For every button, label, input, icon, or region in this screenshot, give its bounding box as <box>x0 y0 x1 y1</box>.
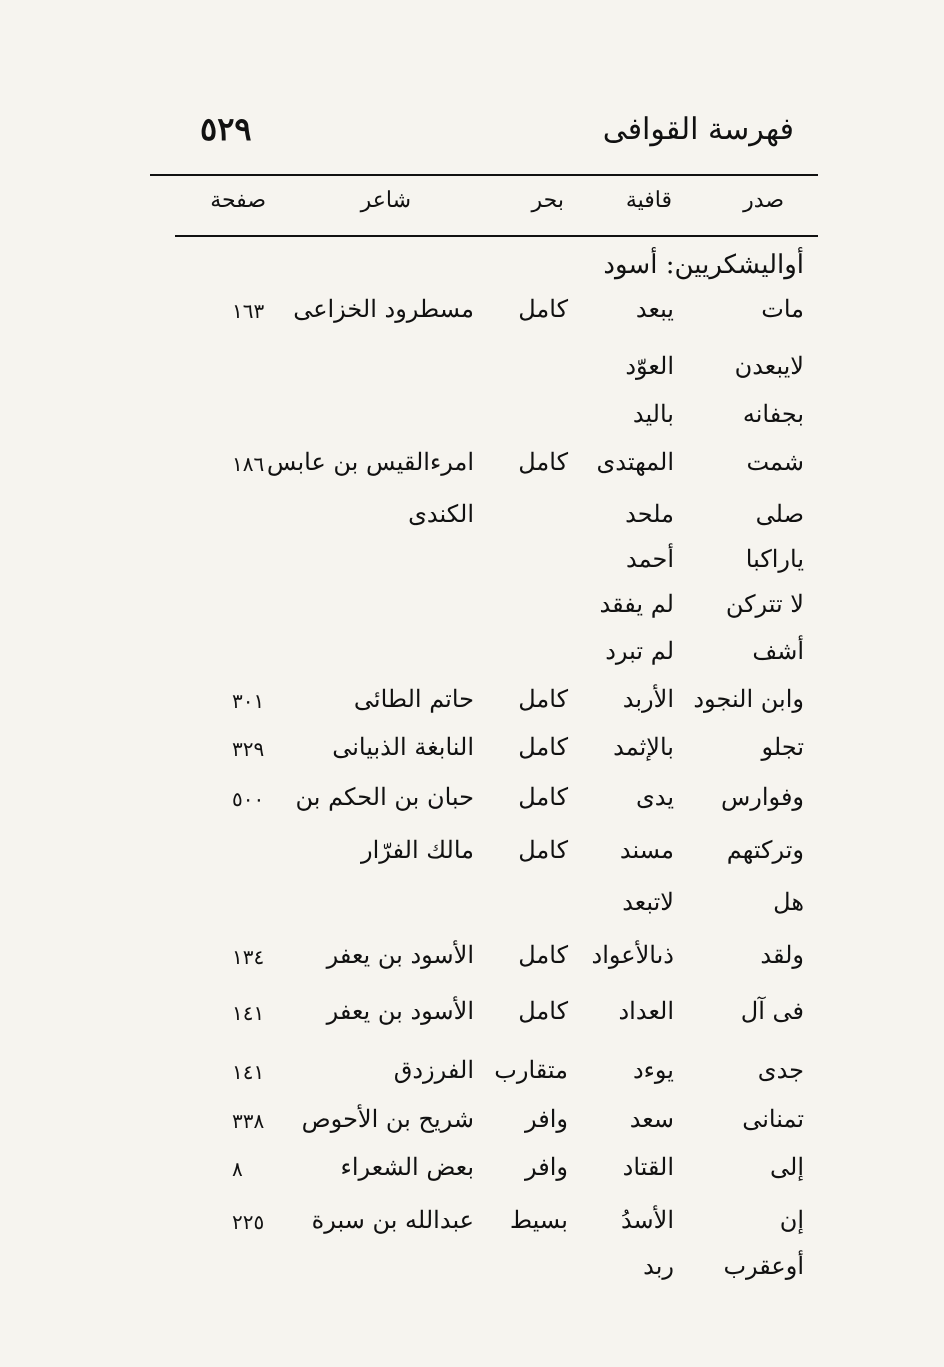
table-row <box>0 685 944 725</box>
table-row <box>0 941 944 981</box>
cell-qafia: العوّد <box>625 352 674 380</box>
page-title: فهرسة القوافى <box>602 112 794 147</box>
cell-qafia: يوءد <box>632 1056 674 1084</box>
cell-page: ٥٠٠ <box>232 787 265 811</box>
section-heading: أواليشكريين: أسود <box>603 250 804 280</box>
cell-page: ١٣٤ <box>232 945 265 969</box>
cell-shaer: بعض الشعراء <box>340 1153 474 1181</box>
table-row <box>0 1105 944 1145</box>
table-row <box>0 590 944 630</box>
cell-shaer: حبان بن الحكم بن <box>295 783 474 811</box>
table-row <box>0 836 944 876</box>
cell-sadr: أشف <box>752 637 804 665</box>
cell-sadr: ياراكبا <box>745 545 804 573</box>
cell-sadr: هل <box>773 888 804 916</box>
table-row <box>0 783 944 823</box>
cell-bahr: وافر <box>525 1153 568 1181</box>
cell-qafia: باليد <box>632 400 674 428</box>
cell-shaer: مالك الفرّار <box>361 836 474 864</box>
column-header-sadr: صدر <box>743 188 784 213</box>
table-row <box>0 888 944 928</box>
cell-sadr: صلى <box>755 500 804 528</box>
cell-sadr: مات <box>761 295 804 323</box>
cell-bahr: بسيط <box>509 1206 568 1234</box>
cell-page: ٣٣٨ <box>232 1109 265 1133</box>
cell-sadr: وابن النجود <box>693 685 804 713</box>
table-row <box>0 500 944 540</box>
cell-bahr: متقارب <box>494 1056 568 1084</box>
cell-qafia: ملحد <box>625 500 674 528</box>
cell-qafia: الأسدُ <box>620 1206 674 1234</box>
cell-page: ١٦٣ <box>232 299 265 323</box>
table-row <box>0 400 944 440</box>
cell-shaer: الكندى <box>408 500 474 528</box>
cell-qafia: يدى <box>635 783 674 811</box>
table-row <box>0 352 944 392</box>
cell-sadr: ولقد <box>760 941 804 969</box>
cell-qafia: سعد <box>629 1105 674 1133</box>
cell-page: ١٨٦ <box>232 452 265 476</box>
cell-qafia: لم تبرد <box>605 637 674 665</box>
cell-sadr: فى آل <box>740 997 804 1025</box>
cell-bahr: كامل <box>518 733 568 761</box>
table-row <box>0 1153 944 1193</box>
cell-sadr: وتركتهم <box>726 836 804 864</box>
cell-sadr: تمنانى <box>742 1105 804 1133</box>
cell-bahr: كامل <box>518 836 568 864</box>
column-header-qafia: قافية <box>625 188 672 213</box>
cell-sadr: بجفانه <box>742 400 804 428</box>
cell-qafia: الأربد <box>622 685 674 713</box>
cell-sadr: شمت <box>746 448 804 476</box>
cell-page: ٢٢٥ <box>232 1210 265 1234</box>
cell-qafia: ذىالأعواد <box>591 941 674 969</box>
page-number: ٥٢٩ <box>200 110 252 148</box>
top-rule <box>150 174 818 176</box>
cell-shaer: الأسود بن يعفر <box>326 997 474 1025</box>
cell-bahr: كامل <box>518 295 568 323</box>
cell-sadr: لايبعدن <box>734 352 804 380</box>
column-header-page: صفحة <box>210 188 266 213</box>
cell-qafia: بالإثمد <box>613 733 674 761</box>
cell-bahr: كامل <box>518 685 568 713</box>
cell-sadr: إن <box>779 1206 804 1234</box>
header-rule <box>175 235 818 237</box>
table-row <box>0 733 944 773</box>
cell-page: ٣٠١ <box>232 689 265 713</box>
cell-shaer: النابغة الذبيانى <box>332 733 474 761</box>
cell-shaer: الأسود بن يعفر <box>326 941 474 969</box>
cell-qafia: لاتبعد <box>622 888 674 916</box>
table-row <box>0 545 944 585</box>
cell-qafia: المهتدى <box>596 448 674 476</box>
cell-page: ٨ <box>232 1157 243 1181</box>
cell-shaer: امرءالقيس بن عابس <box>266 448 474 476</box>
cell-sadr: أوعقرب <box>723 1252 804 1280</box>
table-row <box>0 1056 944 1096</box>
table-row <box>0 295 944 335</box>
table-row <box>0 1252 944 1292</box>
cell-qafia: العداد <box>618 997 674 1025</box>
column-header-shaer: شاعر <box>360 188 411 213</box>
cell-shaer: عبدالله بن سبرة <box>311 1206 474 1234</box>
cell-shaer: حاتم الطائى <box>353 685 474 713</box>
cell-shaer: شريح بن الأحوص <box>301 1105 474 1133</box>
cell-bahr: كامل <box>518 941 568 969</box>
cell-page: ٣٢٩ <box>232 737 265 761</box>
cell-qafia: يبعد <box>635 295 674 323</box>
cell-bahr: كامل <box>518 997 568 1025</box>
cell-page: ١٤١ <box>232 1060 265 1084</box>
cell-shaer: مسطرود الخزاعى <box>293 295 474 323</box>
table-row <box>0 1206 944 1246</box>
cell-qafia: لم يفقد <box>599 590 674 618</box>
cell-page: ١٤١ <box>232 1001 265 1025</box>
cell-sadr: تجلو <box>761 733 804 761</box>
cell-qafia: مسند <box>619 836 674 864</box>
cell-qafia: القتاد <box>622 1153 674 1181</box>
table-row <box>0 637 944 677</box>
table-row <box>0 997 944 1037</box>
cell-bahr: كامل <box>518 783 568 811</box>
cell-qafia: ربد <box>643 1252 674 1280</box>
cell-bahr: كامل <box>518 448 568 476</box>
cell-sadr: إلى <box>770 1153 804 1181</box>
column-header-bahr: بحر <box>531 188 564 213</box>
cell-bahr: وافر <box>525 1105 568 1133</box>
cell-qafia: أحمد <box>626 545 674 573</box>
cell-sadr: لا تتركن <box>725 590 804 618</box>
cell-sadr: جدى <box>757 1056 804 1084</box>
cell-sadr: وفوارس <box>720 783 804 811</box>
cell-shaer: الفرزدق <box>393 1056 474 1084</box>
table-row <box>0 448 944 488</box>
